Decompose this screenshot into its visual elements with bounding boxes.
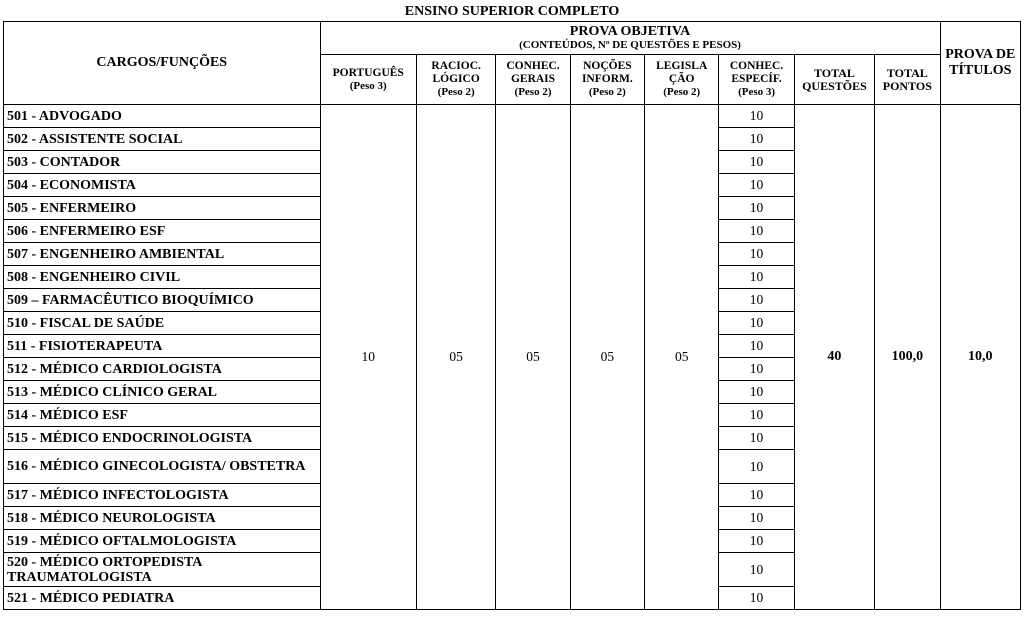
- page-title: ENSINO SUPERIOR COMPLETO: [404, 4, 620, 19]
- header-conhec-gerais-peso: (Peso 2): [514, 86, 552, 98]
- conhec-especif-cell: 10: [719, 220, 794, 243]
- cargo-cell: 506 - ENFERMEIRO ESF: [4, 220, 321, 243]
- header-total-questoes: TOTAL QUESTÕES: [794, 55, 874, 105]
- conhec-especif-cell: 10: [719, 289, 794, 312]
- conhec-especif-cell: 10: [719, 151, 794, 174]
- conhec-especif-cell: 10: [719, 587, 794, 610]
- cargo-cell: 508 - ENGENHEIRO CIVIL: [4, 266, 321, 289]
- cargo-cell: 520 - MÉDICO ORTOPEDISTA TRAUMATOLOGISTA: [4, 553, 321, 587]
- cargo-cell: 513 - MÉDICO CLÍNICO GERAL: [4, 381, 321, 404]
- conhec-especif-cell: 10: [719, 266, 794, 289]
- header-prova-objetiva-subtitle: (CONTEÚDOS, Nº DE QUESTÕES E PESOS): [519, 39, 741, 51]
- header-portugues-peso: (Peso 3): [349, 79, 387, 92]
- shared-total-questoes-cell: 40: [794, 105, 874, 610]
- conhec-especif-cell: 10: [719, 358, 794, 381]
- header-legislacao-peso: (Peso 2): [663, 86, 701, 98]
- conhec-especif-cell: 10: [719, 450, 794, 484]
- table-row: [4, 105, 1021, 128]
- cargo-cell: 501 - ADVOGADO: [4, 105, 321, 128]
- cargo-cell: 521 - MÉDICO PEDIATRA: [4, 587, 321, 610]
- cargo-cell: 517 - MÉDICO INFECTOLOGISTA: [4, 484, 321, 507]
- shared-nocoes-cell: 05: [570, 105, 644, 610]
- header-racioc-label: RACIOC. LÓGICO: [431, 60, 481, 85]
- shared-legislacao-cell: 05: [645, 105, 719, 610]
- conhec-especif-cell: 10: [719, 530, 794, 553]
- cargo-cell: 518 - MÉDICO NEUROLOGISTA: [4, 507, 321, 530]
- header-nocoes: [570, 55, 644, 105]
- header-nocoes-label: NOÇÕES INFORM.: [581, 60, 633, 85]
- cargo-cell: 507 - ENGENHEIRO AMBIENTAL: [4, 243, 321, 266]
- conhec-especif-cell: 10: [719, 335, 794, 358]
- conhec-especif-cell: 10: [719, 404, 794, 427]
- cargo-cell: 511 - FISIOTERAPEUTA: [4, 335, 321, 358]
- shared-conhec-gerais-cell: 05: [496, 105, 570, 610]
- conhec-especif-cell: 10: [719, 427, 794, 450]
- cargo-cell: 519 - MÉDICO OFTALMOLOGISTA: [4, 530, 321, 553]
- conhec-especif-cell: 10: [719, 312, 794, 335]
- header-prova-objetiva-title: PROVA OBJETIVA: [569, 24, 691, 39]
- cargo-cell: 504 - ECONOMISTA: [4, 174, 321, 197]
- header-cargos: CARGOS/FUNÇÕES: [4, 22, 321, 105]
- shared-racioc-cell: 05: [416, 105, 495, 610]
- header-racioc-peso: (Peso 2): [437, 86, 475, 98]
- conhec-especif-cell: 10: [719, 381, 794, 404]
- header-prova-titulos: PROVA DE TÍTULOS: [940, 22, 1020, 105]
- header-legislacao: [645, 55, 719, 105]
- cargo-cell: 502 - ASSISTENTE SOCIAL: [4, 128, 321, 151]
- header-nocoes-peso: (Peso 2): [588, 86, 626, 98]
- cargo-cell: 516 - MÉDICO GINECOLOGISTA/ OBSTETRA: [4, 450, 321, 484]
- conhec-especif-cell: 10: [719, 507, 794, 530]
- header-conhec-especif: [719, 55, 794, 105]
- conhec-especif-cell: 10: [719, 174, 794, 197]
- conhec-especif-cell: 10: [719, 243, 794, 266]
- shared-prova-titulos-cell: 10,0: [940, 105, 1020, 610]
- header-conhec-gerais: [496, 55, 570, 105]
- conhec-especif-cell: 10: [719, 553, 794, 587]
- header-conhec-especif-peso: (Peso 3): [738, 86, 776, 98]
- header-conhec-gerais-label: CONHEC. GERAIS: [506, 60, 560, 85]
- cargo-cell: 512 - MÉDICO CARDIOLOGISTA: [4, 358, 321, 381]
- header-racioc: [416, 55, 495, 105]
- conhec-especif-cell: 10: [719, 105, 794, 128]
- header-legislacao-label: LEGISLA ÇÃO: [656, 60, 708, 85]
- cargo-cell: 503 - CONTADOR: [4, 151, 321, 174]
- cargo-cell: 515 - MÉDICO ENDOCRINOLOGISTA: [4, 427, 321, 450]
- cargo-cell: 510 - FISCAL DE SAÚDE: [4, 312, 321, 335]
- conhec-especif-cell: 10: [719, 128, 794, 151]
- header-portugues: [320, 55, 416, 105]
- header-conhec-especif-label: CONHEC. ESPECÍF.: [729, 60, 784, 85]
- exam-table: [3, 21, 1021, 610]
- shared-total-pontos-cell: 100,0: [875, 105, 940, 610]
- conhec-especif-cell: 10: [719, 197, 794, 220]
- conhec-especif-cell: 10: [719, 484, 794, 507]
- header-total-pontos: TOTAL PONTOS: [875, 55, 940, 105]
- cargo-cell: 505 - ENFERMEIRO: [4, 197, 321, 220]
- shared-portugues-cell: 10: [320, 105, 416, 610]
- cargo-cell: 514 - MÉDICO ESF: [4, 404, 321, 427]
- header-prova-objetiva: [320, 22, 940, 55]
- cargo-cell: 509 – FARMACÊUTICO BIOQUÍMICO: [4, 289, 321, 312]
- header-portugues-label: PORTUGUÊS: [332, 66, 404, 79]
